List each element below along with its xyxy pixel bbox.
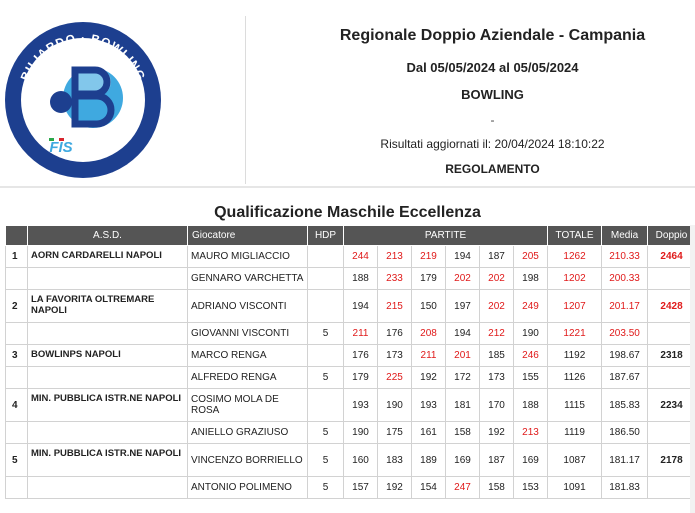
club-cell: MIN. PUBBLICA ISTR.NE NAPOLI — [28, 444, 188, 477]
game-score-cell: 211 — [412, 345, 446, 367]
game-score-cell: 225 — [378, 367, 412, 389]
double-cell: 2428 — [648, 290, 695, 323]
game-score-cell: 198 — [514, 268, 548, 290]
biliardo-bowling-logo-icon — [3, 20, 163, 180]
player-cell: MARCO RENGA — [188, 345, 308, 367]
game-score-cell: 175 — [378, 422, 412, 444]
club-cell: AORN CARDARELLI NAPOLI — [28, 246, 188, 268]
hdp-cell — [308, 268, 344, 290]
double-cell: 2318 — [648, 345, 695, 367]
game-score-cell: 189 — [412, 444, 446, 477]
table-row — [6, 323, 695, 345]
table-row — [6, 246, 695, 268]
game-score-cell: 190 — [514, 323, 548, 345]
game-score-cell: 247 — [446, 477, 480, 499]
game-score-cell: 185 — [480, 345, 514, 367]
game-score-cell: 202 — [446, 268, 480, 290]
game-score-cell: 187 — [480, 246, 514, 268]
average-cell: 201.17 — [602, 290, 648, 323]
player-cell: ANIELLO GRAZIUSO — [188, 422, 308, 444]
club-cell: BOWLINPS NAPOLI — [28, 345, 188, 367]
info-separator: - — [490, 113, 495, 127]
game-score-cell: 169 — [514, 444, 548, 477]
game-score-cell: 215 — [378, 290, 412, 323]
game-score-cell: 173 — [378, 345, 412, 367]
table-row — [6, 477, 695, 499]
rank-cell: 1 — [6, 246, 28, 268]
game-score-cell: 202 — [480, 268, 514, 290]
event-title: Regionale Doppio Aziendale - Campania — [339, 27, 646, 44]
game-score-cell: 155 — [514, 367, 548, 389]
club-cell — [28, 477, 188, 499]
game-score-cell: 193 — [412, 389, 446, 422]
player-cell: ANTONIO POLIMENO — [188, 477, 308, 499]
club-cell — [28, 268, 188, 290]
event-discipline: BOWLING — [461, 87, 524, 102]
game-score-cell: 192 — [412, 367, 446, 389]
game-score-cell: 188 — [344, 268, 378, 290]
table-row — [6, 422, 695, 444]
club-cell — [28, 323, 188, 345]
game-score-cell: 183 — [378, 444, 412, 477]
total-cell: 1087 — [548, 444, 602, 477]
hdp-cell: 5 — [308, 444, 344, 477]
rank-cell — [6, 323, 28, 345]
game-score-cell: 179 — [412, 268, 446, 290]
game-score-cell: 233 — [378, 268, 412, 290]
total-cell: 1207 — [548, 290, 602, 323]
rank-cell: 5 — [6, 444, 28, 477]
table-row — [6, 444, 695, 477]
hdp-cell — [308, 246, 344, 268]
game-score-cell: 172 — [446, 367, 480, 389]
game-score-cell: 194 — [446, 323, 480, 345]
game-score-cell: 161 — [412, 422, 446, 444]
rank-cell: 2 — [6, 290, 28, 323]
average-cell: 185.83 — [602, 389, 648, 422]
total-cell: 1192 — [548, 345, 602, 367]
game-score-cell: 188 — [514, 389, 548, 422]
col-total-header: TOTALE — [548, 226, 602, 246]
game-score-cell: 158 — [446, 422, 480, 444]
hdp-cell: 5 — [308, 422, 344, 444]
average-cell: 200.33 — [602, 268, 648, 290]
hdp-cell — [308, 345, 344, 367]
rank-cell — [6, 477, 28, 499]
page-header — [0, 0, 695, 186]
average-cell: 203.50 — [602, 323, 648, 345]
double-cell — [648, 422, 695, 444]
game-score-cell: 202 — [480, 290, 514, 323]
game-score-cell: 187 — [480, 444, 514, 477]
double-cell: 2464 — [648, 246, 695, 268]
rank-cell: 4 — [6, 389, 28, 422]
table-row — [6, 389, 695, 422]
game-score-cell: 194 — [446, 246, 480, 268]
rank-cell — [6, 422, 28, 444]
game-score-cell: 201 — [446, 345, 480, 367]
double-cell — [648, 323, 695, 345]
average-cell: 181.17 — [602, 444, 648, 477]
double-cell — [648, 367, 695, 389]
club-cell — [28, 367, 188, 389]
hdp-cell: 5 — [308, 477, 344, 499]
game-score-cell: 158 — [480, 477, 514, 499]
game-score-cell: 170 — [480, 389, 514, 422]
player-cell: ADRIANO VISCONTI — [188, 290, 308, 323]
player-cell: GENNARO VARCHETTA — [188, 268, 308, 290]
club-cell: MIN. PUBBLICA ISTR.NE NAPOLI — [28, 389, 188, 422]
header-bottom-rule — [0, 186, 695, 188]
player-cell: COSIMO MOLA DE ROSA — [188, 389, 308, 422]
game-score-cell: 193 — [344, 389, 378, 422]
table-row — [6, 290, 695, 323]
club-cell: LA FAVORITA OLTREMARE NAPOLI — [28, 290, 188, 323]
last-updated: Risultati aggiornati il: 20/04/2024 18:10:22 — [380, 137, 605, 151]
game-score-cell: 212 — [480, 323, 514, 345]
game-score-cell: 169 — [446, 444, 480, 477]
player-cell: ALFREDO RENGA — [188, 367, 308, 389]
average-cell: 186.50 — [602, 422, 648, 444]
game-score-cell: 190 — [378, 389, 412, 422]
fis-logo — [3, 20, 163, 180]
game-score-cell: 173 — [480, 367, 514, 389]
average-cell: 198.67 — [602, 345, 648, 367]
game-score-cell: 208 — [412, 323, 446, 345]
game-score-cell: 249 — [514, 290, 548, 323]
game-score-cell: 176 — [378, 323, 412, 345]
table-row — [6, 367, 695, 389]
game-score-cell: 179 — [344, 367, 378, 389]
game-score-cell: 157 — [344, 477, 378, 499]
game-score-cell: 153 — [514, 477, 548, 499]
total-cell: 1119 — [548, 422, 602, 444]
game-score-cell: 213 — [378, 246, 412, 268]
logo-sub-text: FIS — [49, 139, 73, 156]
double-cell: 2178 — [648, 444, 695, 477]
total-cell: 1126 — [548, 367, 602, 389]
player-cell: GIOVANNI VISCONTI — [188, 323, 308, 345]
average-cell: 187.67 — [602, 367, 648, 389]
results-table — [5, 225, 695, 499]
double-cell: 2234 — [648, 389, 695, 422]
col-hdp-header: HDP — [308, 226, 344, 246]
results-body — [6, 246, 695, 499]
table-row — [6, 268, 695, 290]
game-score-cell: 192 — [480, 422, 514, 444]
col-asd-header: A.S.D. — [28, 226, 188, 246]
rank-cell — [6, 268, 28, 290]
game-score-cell: 205 — [514, 246, 548, 268]
total-cell: 1202 — [548, 268, 602, 290]
header-divider — [245, 16, 246, 184]
double-cell — [648, 477, 695, 499]
game-score-cell: 192 — [378, 477, 412, 499]
hdp-cell — [308, 290, 344, 323]
player-cell: VINCENZO BORRIELLO — [188, 444, 308, 477]
hdp-cell: 5 — [308, 367, 344, 389]
total-cell: 1262 — [548, 246, 602, 268]
player-cell: MAURO MIGLIACCIO — [188, 246, 308, 268]
scrollbar-track[interactable] — [690, 225, 695, 513]
hdp-cell — [308, 389, 344, 422]
club-cell — [28, 422, 188, 444]
total-cell: 1115 — [548, 389, 602, 422]
average-cell: 181.83 — [602, 477, 648, 499]
game-score-cell: 176 — [344, 345, 378, 367]
col-double-header: Doppio — [648, 226, 695, 246]
game-score-cell: 150 — [412, 290, 446, 323]
col-games-header: PARTITE — [344, 226, 548, 246]
event-dates: Dal 05/05/2024 al 05/05/2024 — [406, 60, 579, 75]
game-score-cell: 244 — [344, 246, 378, 268]
table-row — [6, 345, 695, 367]
rank-cell — [6, 367, 28, 389]
game-score-cell: 219 — [412, 246, 446, 268]
table-header-row — [6, 226, 695, 246]
col-player-header: Giocatore — [188, 226, 308, 246]
total-cell: 1221 — [548, 323, 602, 345]
game-score-cell: 181 — [446, 389, 480, 422]
game-score-cell: 197 — [446, 290, 480, 323]
col-avg-header: Media — [602, 226, 648, 246]
game-score-cell: 190 — [344, 422, 378, 444]
game-score-cell: 154 — [412, 477, 446, 499]
col-rank-header — [6, 226, 28, 246]
game-score-cell: 211 — [344, 323, 378, 345]
game-score-cell: 194 — [344, 290, 378, 323]
average-cell: 210.33 — [602, 246, 648, 268]
hdp-cell: 5 — [308, 323, 344, 345]
total-cell: 1091 — [548, 477, 602, 499]
game-score-cell: 246 — [514, 345, 548, 367]
regulation-link[interactable]: REGOLAMENTO — [445, 162, 540, 176]
section-title: Qualificazione Maschile Eccellenza — [214, 204, 481, 221]
double-cell — [648, 268, 695, 290]
game-score-cell: 213 — [514, 422, 548, 444]
rank-cell: 3 — [6, 345, 28, 367]
game-score-cell: 160 — [344, 444, 378, 477]
logo-arc-text: BILIARDO · BOWLING — [17, 30, 149, 83]
